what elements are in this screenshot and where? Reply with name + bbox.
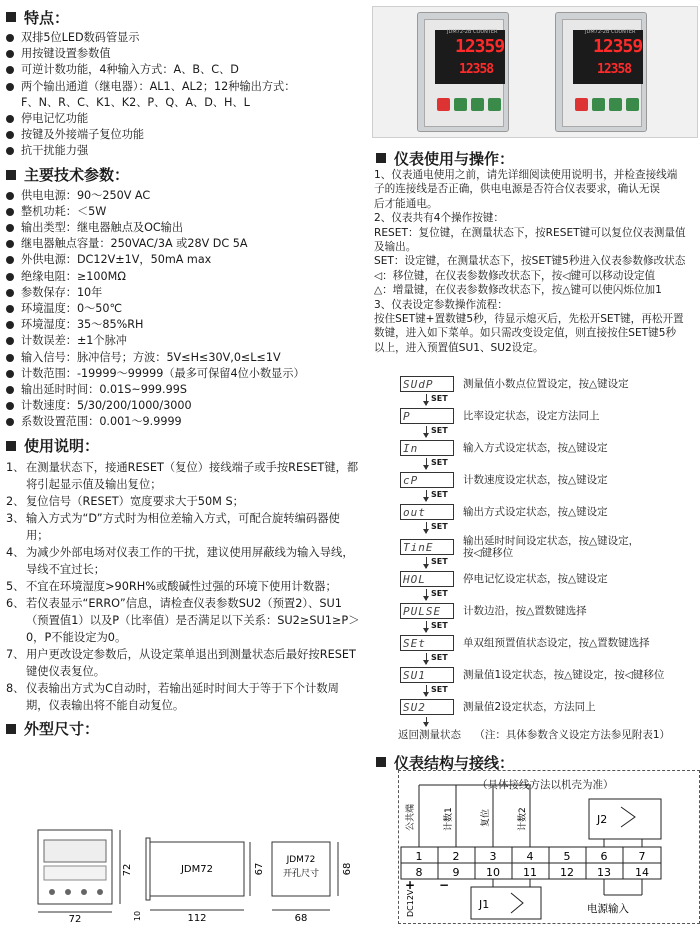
list-item: 输入信号：脉冲信号；方波：5V≤H≤30V,0≤L≤1V — [6, 350, 370, 366]
reset-key-icon — [437, 98, 450, 111]
left-column — [0, 0, 370, 742]
terminal-number: 11 — [523, 866, 537, 879]
meter-bottom-value: 12358 — [597, 62, 632, 77]
list-item: 两个输出通道（继电器）：AL1、AL2；12种输出方式： — [6, 79, 370, 95]
lcd-code: PULSE — [400, 603, 454, 619]
product-photo — [372, 6, 698, 138]
terminal-number: 7 — [638, 850, 646, 863]
shift-key-icon — [471, 98, 484, 111]
terminal-label: 计数1 — [444, 807, 454, 831]
lcd-code: In — [400, 440, 454, 456]
bullet-icon — [6, 418, 14, 426]
terminal-label: 复位 — [481, 808, 491, 827]
bullet-icon — [6, 147, 14, 155]
meter-display — [573, 30, 643, 84]
terminal-number: 6 — [600, 850, 608, 863]
bullet-icon — [6, 386, 14, 394]
flow-step: HOL 停电记忆设定状态，按△键设定 — [400, 569, 608, 589]
counter-meter — [417, 12, 509, 132]
text-line: ◁：移位键，在仪表参数修改状态下，按◁键可以移动设定值 — [374, 269, 656, 282]
terminal-label: 公共端 — [406, 803, 416, 831]
bullet-icon — [6, 83, 14, 91]
terminal-number: 8 — [415, 866, 423, 879]
flow-step: P 比率设定状态，设定方法同上 — [400, 406, 600, 426]
lcd-code: SUdP — [400, 376, 454, 392]
list-item: 环境湿度：35～85%RH — [6, 317, 370, 333]
lcd-code: cP — [400, 472, 454, 488]
front-display-2 — [44, 866, 106, 880]
bullet-icon — [6, 208, 14, 216]
terminal-number: 4 — [526, 850, 534, 863]
list-item: 停电记忆功能 — [6, 111, 370, 127]
down-arrow-icon — [426, 589, 427, 600]
cutout-width-label: 68 — [294, 913, 308, 924]
lcd-code: SU1 — [400, 667, 454, 683]
panel-thickness-label: 10 — [133, 910, 142, 922]
lcd-code: P — [400, 408, 454, 424]
flow-step: TinE 输出延时时间设定状态，按△键设定， 按◁键移位 — [400, 534, 639, 560]
list-item: 3、 输入方式为“D”方式时为相位差输入方式，可配合旋转编码器使用； — [6, 511, 340, 542]
relay-j1-label: J1 — [479, 898, 490, 911]
usage-list — [0, 459, 370, 714]
features-list — [0, 30, 370, 160]
list-item: 供电电源：90～250V AC — [6, 188, 370, 204]
front-display — [44, 840, 106, 862]
meter-buttons — [437, 98, 501, 111]
down-arrow-icon — [426, 717, 427, 726]
key-icon — [81, 889, 87, 895]
set-label: SET — [431, 490, 448, 499]
lcd-code: TinE — [400, 539, 454, 555]
list-item: 计数误差：±1个脉冲 — [6, 333, 370, 349]
plus-sign: + — [405, 878, 416, 892]
set-key-icon — [592, 98, 605, 111]
list-item: 6、 若仪表显示“ERRO”信息，请检查仪表参数SU2（预置2）、SU1（预置值1）以及P（比率值）是否满足以下关系：SU2≥SU1≥P＞0，P不能设定为0。 — [6, 596, 360, 644]
list-item: 继电器触点容量：250VAC/3A 或28V DC 5A — [6, 236, 370, 252]
specs-list — [0, 188, 370, 431]
down-arrow-icon — [426, 685, 427, 696]
text-line: 3、仪表设定参数操作流程： — [374, 298, 508, 311]
down-arrow-icon — [426, 557, 427, 568]
list-item: 抗干扰能力强 — [6, 143, 370, 159]
text-line: RESET：复位键，在测量状态下，按RESET键可以复位仪表测量值 — [374, 226, 686, 239]
cutout-height-label: 68 — [342, 862, 353, 876]
list-item: 1、 在测量状态下，接通RESET（复位）接线端子或手按RESET键，都将引起显示值及输出复位； — [6, 460, 359, 491]
text-line: △：增量键，在仪表参数修改状态下，按△键可以使闪烁位加1 — [374, 284, 662, 297]
square-bullet-icon — [6, 441, 16, 451]
text-line: 数键，进入如下菜单。如只需改变设定值，则直接按住SET键5秒 — [374, 327, 677, 340]
shift-key-icon — [609, 98, 622, 111]
bullet-icon — [6, 273, 14, 281]
list-item: 环境温度：0～50℃ — [6, 301, 370, 317]
bullet-icon — [6, 240, 14, 248]
increment-key-icon — [626, 98, 639, 111]
operation-text — [374, 168, 700, 355]
key-icon — [97, 889, 103, 895]
bullet-icon — [6, 402, 14, 410]
list-item: 输出类型：继电器触点及OC输出 — [6, 220, 370, 236]
terminal-number: 9 — [452, 866, 460, 879]
down-arrow-icon — [426, 426, 427, 437]
dc-label: DC12V — [406, 889, 415, 917]
set-label: SET — [431, 557, 448, 566]
square-bullet-icon — [6, 170, 16, 180]
dimension-drawing — [10, 824, 360, 924]
bullet-icon — [6, 354, 14, 362]
list-item: 按键及外接端子复位功能 — [6, 127, 370, 143]
terminal-block — [399, 771, 699, 921]
terminal-number: 14 — [635, 866, 649, 879]
terminal-number: 2 — [452, 850, 460, 863]
square-bullet-icon — [376, 757, 386, 767]
bullet-icon — [6, 256, 14, 264]
relay-j2-label: J2 — [597, 813, 608, 826]
list-item: 7、 用户更改设定参数后，从设定菜单退出到测量状态后最好按RESET键使仪表复位。 — [6, 647, 356, 678]
bullet-icon — [6, 370, 14, 378]
lcd-code: SEt — [400, 635, 454, 651]
text-line: 以上，进入预置值SU1、SU2设定。 — [374, 341, 544, 354]
down-arrow-icon — [426, 653, 427, 664]
flow-step: cP 计数速度设定状态，按△键设定 — [400, 470, 608, 490]
down-arrow-icon — [426, 458, 427, 469]
list-item: 5、 不宜在环境湿度>90RH%或酸碱性过强的环境下使用计数器； — [6, 579, 337, 593]
text-line: 后才能通电。 — [374, 197, 438, 210]
specs-heading: 主要技术参数： — [0, 164, 370, 186]
meter-brand: JDM72-2B COUNTER — [585, 29, 636, 35]
list-item: F、N、R、C、K1、K2、P、Q、A、D、H、L — [21, 95, 250, 109]
square-bullet-icon — [6, 724, 16, 734]
key-icon — [65, 889, 71, 895]
text-line: 2、仪表共有4个操作按键： — [374, 212, 505, 225]
relay-contact-icon — [511, 893, 523, 913]
bullet-icon — [6, 321, 14, 329]
set-label: SET — [431, 621, 448, 630]
terminal-number: 5 — [563, 850, 571, 863]
set-label: SET — [431, 589, 448, 598]
text-line: 及输出。 — [374, 241, 417, 254]
flow-step: SUdP 测量值小数点位置设定，按△键设定 — [400, 374, 629, 394]
square-bullet-icon — [6, 12, 16, 22]
set-label: SET — [431, 394, 448, 403]
down-arrow-icon — [426, 490, 427, 501]
set-label: SET — [431, 522, 448, 531]
list-item: 双排5位LED数码管显示 — [6, 30, 370, 46]
list-item: 2、 复位信号（RESET）宽度要求大于50M S； — [6, 494, 244, 508]
meter-brand: JDM72-2B COUNTER — [447, 29, 498, 35]
counter-meter — [555, 12, 647, 132]
down-arrow-icon — [426, 621, 427, 632]
meter-face — [562, 19, 642, 127]
reset-key-icon — [575, 98, 588, 111]
usage-heading: 使用说明： — [0, 435, 370, 457]
flow-step: out 输出方式设定状态，按△键设定 — [400, 502, 608, 522]
list-item: 系数设置范围：0.001～9.9999 — [6, 414, 370, 430]
terminal-number: 3 — [489, 850, 497, 863]
text-line: SET：设定键，在测量状态下，按SET键5秒进入仪表参数修改状态 — [374, 255, 686, 268]
set-label: SET — [431, 685, 448, 694]
cutout-model-label: JDM72 — [286, 855, 316, 865]
side-depth-label: 112 — [187, 913, 207, 924]
down-arrow-icon — [426, 394, 427, 405]
dimensions-heading: 外型尺寸： — [0, 718, 370, 740]
cutout-label: 开孔尺寸 — [282, 869, 320, 879]
list-item: 整机功耗：＜5W — [6, 204, 370, 220]
side-height-label: 67 — [254, 862, 265, 876]
front-height-label: 72 — [122, 863, 133, 877]
text-line: 按住SET键+置数键5秒，待显示熄灭后，先松开SET键，再松开置 — [374, 313, 684, 326]
meter-top-value: 12359 — [455, 36, 505, 57]
meter-face — [424, 19, 504, 127]
bullet-icon — [6, 115, 14, 123]
meter-top-value: 12359 — [593, 36, 643, 57]
side-bezel — [146, 838, 150, 900]
set-label: SET — [431, 653, 448, 662]
set-label: SET — [431, 426, 448, 435]
wiring-note: （具体接线方法以机壳为准） — [477, 779, 614, 791]
list-item: 8、 仪表输出方式为C自动时，若输出延时时间大于等于下个计数周期，仪表输出将不能自动复位。 — [6, 681, 339, 712]
wiring-heading: 仪表结构与接线： — [370, 751, 514, 773]
terminal-number: 12 — [560, 866, 574, 879]
front-width-label: 72 — [68, 914, 82, 924]
bullet-icon — [6, 66, 14, 74]
list-item: 外供电源：DC12V±1V，50mA max — [6, 252, 370, 268]
bullet-icon — [6, 34, 14, 42]
terminal-number: 1 — [415, 850, 423, 863]
meter-display — [435, 30, 505, 84]
list-item: 参数保存：10年 — [6, 285, 370, 301]
flow-step: SU2 测量值2设定状态，方法同上 — [400, 697, 596, 717]
terminal-number: 13 — [597, 866, 611, 879]
terminal-number: 10 — [486, 866, 500, 879]
list-item: 计数速度：5/30/200/1000/3000 — [6, 398, 370, 414]
flow-step: PULSE 计数边沿，按△置数键选择 — [400, 601, 587, 621]
down-arrow-icon — [426, 522, 427, 533]
list-item: 绝缘电阻：≥100MΩ — [6, 269, 370, 285]
features-heading: 特点： — [0, 6, 370, 28]
side-model-label: JDM72 — [180, 864, 214, 875]
bullet-icon — [6, 192, 14, 200]
lcd-code: HOL — [400, 571, 454, 587]
wiring-diagram — [398, 770, 700, 924]
bullet-icon — [6, 50, 14, 58]
text-line: 1、仪表通电使用之前，请先详细阅读使用说明书，并检查接线端 — [374, 169, 678, 181]
list-item: 用按键设置参数值 — [6, 46, 370, 62]
list-item: 可逆计数功能，4种输入方式：A、B、C、D — [6, 62, 370, 78]
list-item: 输出延时时间：0.01S~999.99S — [6, 382, 370, 398]
square-bullet-icon — [376, 153, 386, 163]
set-label: SET — [431, 458, 448, 467]
key-icon — [49, 889, 55, 895]
meter-bottom-value: 12358 — [459, 62, 494, 77]
bullet-icon — [6, 224, 14, 232]
flow-step: In 输入方式设定状态，按△键设定 — [400, 438, 608, 458]
flow-step: SU1 测量值1设定状态，按△键设定，按◁键移位 — [400, 665, 664, 685]
set-key-icon — [454, 98, 467, 111]
bullet-icon — [6, 337, 14, 345]
bullet-icon — [6, 305, 14, 313]
text-line: 子的连接线是否正确，供电电源是否符合仪表要求，确认无误 — [374, 183, 661, 196]
meter-buttons — [575, 98, 639, 111]
list-item: 计数范围：-19999～99999（最多可保留4位小数显示） — [6, 366, 370, 382]
bullet-icon — [6, 289, 14, 297]
relay-contact-icon — [621, 807, 635, 827]
flow-footer: 返回测量状态 （注：具体参数含义设定方法参见附表1） — [398, 729, 671, 741]
terminal-label: 计数2 — [518, 807, 528, 831]
operation-heading: 仪表使用与操作： — [370, 147, 514, 169]
increment-key-icon — [488, 98, 501, 111]
bullet-icon — [6, 131, 14, 139]
minus-sign: − — [439, 878, 450, 892]
lcd-code: SU2 — [400, 699, 454, 715]
list-item: 4、 为减少外部电场对仪表工作的干扰，建议使用屏蔽线为输入导线，导线不宜过长； — [6, 545, 354, 576]
flow-step: SEt 单双组预置值状态设定，按△置数键选择 — [400, 633, 650, 653]
power-input-label: 电源输入 — [587, 903, 629, 915]
lcd-code: out — [400, 504, 454, 520]
